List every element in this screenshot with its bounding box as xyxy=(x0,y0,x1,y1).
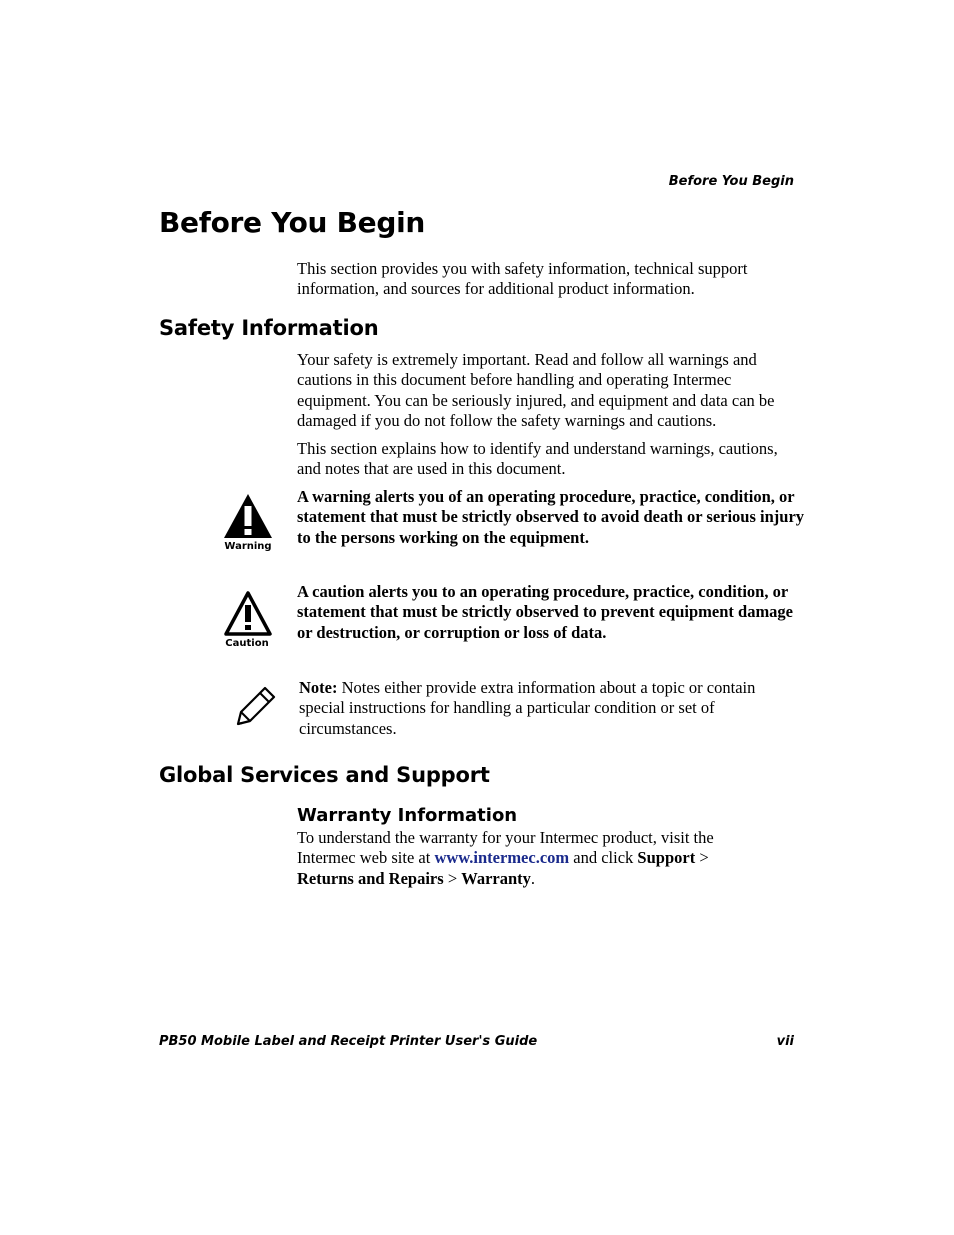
warranty-text-middle: and click xyxy=(569,848,638,868)
page-title: Before You Begin xyxy=(159,206,426,239)
support-menu-ref: Support xyxy=(637,848,696,868)
global-services-heading: Global Services and Support xyxy=(159,763,490,787)
note-text: Notes either provide extra information about a topic or contain special instructions for handling a particular condition or set of circumstances. xyxy=(299,678,756,738)
footer-guide-title: PB50 Mobile Label and Receipt Printer User's Guide xyxy=(159,1034,538,1049)
warranty-text-start: To understand the warranty for your Intermec product, visit the Intermec web site at xyxy=(297,828,714,868)
caution-text: A caution alerts you to an operating procedure, practice, condition, or statement that must be strictly observed to prevent equipment damage or destruction, or corruption or loss of data. xyxy=(297,582,794,642)
pencil-icon xyxy=(232,684,278,733)
warranty-text-end: . xyxy=(530,868,536,888)
warning-text: A warning alerts you of an operating procedure, practice, condition, or statement that must be strictly observed to avoid death or serious injury to the persons working on the equipment. xyxy=(297,487,805,547)
warranty-menu-ref: Warranty xyxy=(461,868,531,888)
warning-triangle-icon xyxy=(222,492,274,545)
caution-triangle-icon xyxy=(222,589,274,642)
intermec-website-link[interactable]: www.intermec.com xyxy=(434,848,570,868)
note-paragraph xyxy=(299,678,804,739)
caution-caption: Caution xyxy=(225,638,269,649)
intro-paragraph: This section provides you with safety information, technical support information, and sources for additional product information. xyxy=(297,259,748,299)
running-header: Before You Begin xyxy=(668,174,794,189)
safety-paragraph-1: Your safety is extremely important. Read and follow all warnings and cautions in this document before handling and operating Intermec equipment. You can be seriously injured, and equipment and data can be damaged if you do not follow the safety warnings and cautions. xyxy=(297,350,775,430)
safety-heading: Safety Information xyxy=(159,316,379,340)
menu-separator: > xyxy=(695,848,709,868)
note-label: Note: xyxy=(299,678,338,697)
returns-menu-ref: Returns and Repairs xyxy=(297,868,444,888)
warranty-heading: Warranty Information xyxy=(297,805,518,826)
warranty-paragraph xyxy=(297,828,767,889)
footer-page-number: vii xyxy=(776,1034,794,1049)
warning-caption: Warning xyxy=(224,541,272,552)
safety-paragraph-2: This section explains how to identify and understand warnings, cautions, and notes that are used in this document. xyxy=(297,439,778,479)
menu-separator: > xyxy=(443,868,462,888)
